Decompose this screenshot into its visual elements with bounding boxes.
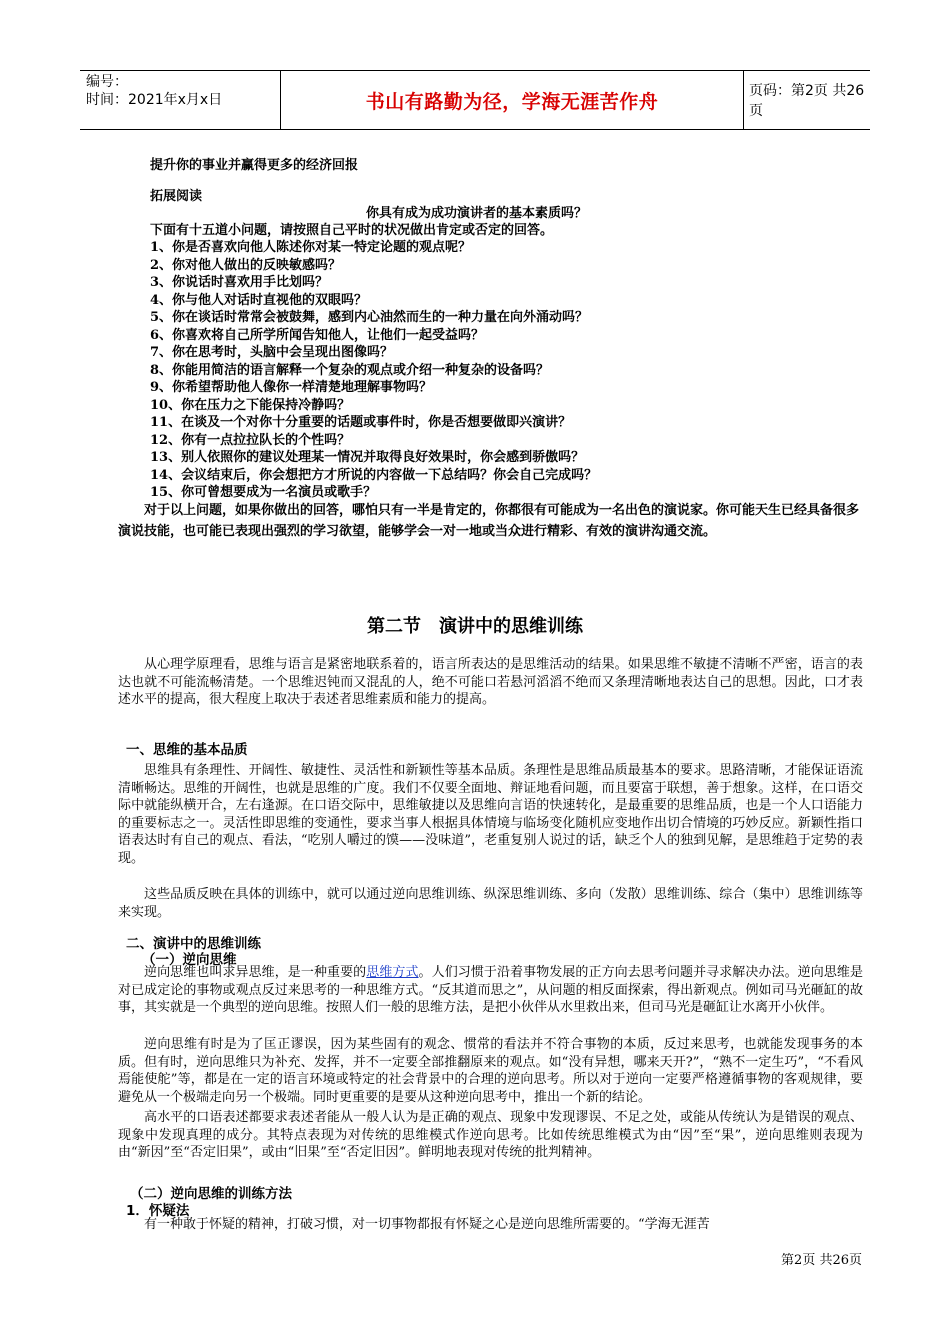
quiz-question: 5、你在谈话时常常会被鼓舞，感到内心油然而生的一种力量在向外涌动吗？	[150, 310, 589, 325]
quiz-question: 15、你可曾想要成为一名演员或歌手？	[150, 485, 377, 500]
extended-reading-heading: 拓展阅读	[150, 189, 203, 204]
number-label: 编号：	[86, 74, 128, 90]
page-footer: 第2页 共26页	[781, 1253, 862, 1268]
time-label: 时间：2021年x月x日	[86, 92, 223, 108]
paragraph: 这些品质反映在具体的训练中，就可以通过逆向思维训练、纵深思维训练、多向（发散）思维训练、综合（集中）思维训练等来实现。	[118, 887, 863, 920]
quiz-question: 9、你希望帮助他人像你一样清楚地理解事物吗？	[150, 380, 433, 395]
quiz-conclusion: 对于以上问题，如果你做出的回答，哪怕只有一半是肯定的，你都很有可能成为一名出色的演说家。你可能天生已经具备很多演说技能，也可能已表现出强烈的学习欲望，能够学会一对一地或当众进行精彩、有效的演讲沟通交流。	[118, 503, 860, 539]
quiz-question: 1、你是否喜欢向他人陈述你对某一特定论题的观点呢？	[150, 240, 472, 255]
heading-basic-qualities: 一、思维的基本品质	[126, 742, 248, 758]
quiz-question: 12、你有一点拉拉队长的个性吗？	[150, 433, 351, 448]
quiz-question: 7、你在思考时，头脑中会呈现出图像吗？	[150, 345, 394, 360]
quiz-title: 你具有成为成功演讲者的基本素质吗？	[366, 206, 588, 221]
quiz-question: 2、你对他人做出的反映敏感吗？	[150, 258, 342, 273]
header-page-label: 页码：第2页 共26页	[749, 83, 865, 119]
quiz-question: 6、你喜欢将自己所学所闻告知他人，让他们一起受益吗？	[150, 328, 485, 343]
paragraph: 思维具有条理性、开阔性、敏捷性、灵活性和新颖性等基本品质。条理性是思维品质最基本的要求。思路清晰，才能保证语流清晰畅达。思维的开阔性，也就是思维的广度。我们不仅要全面地、辩证地看问题，而且要富于联想，善于想象。这样，在口语交际中就能纵横开合，左右逢源。在口语交际中，思维敏捷以及思维向言语的快速转化，是最重要的思维品质，也是一个人口语能力的重要标志之一。灵活性即思维的变通性，要求当事人根据具体情境与临场变化随机应变地作出切合情境的巧妙反应。新颖性指口语表达时有自己的观点、看法，“吃别人嚼过的馍——没味道”，老重复别人说过的话，缺乏个人的独到见解，是思维趋于定势的表现。	[118, 763, 863, 866]
paragraph: 从心理学原理看，思维与语言是紧密地联系着的，语言所表达的是思维活动的结果。如果思维不敏捷不清晰不严密，语言的表达也就不可能流畅清楚。一个思维迟钝而又混乱的人，绝不可能口若悬河滔滔不绝而又条理清晰地表达自己的思想。因此，口才表述水平的提高，很大程度上取决于表述者思维素质和能力的提高。	[118, 657, 863, 707]
quiz-question: 3、你说话时喜欢用手比划吗？	[150, 275, 329, 290]
intro-line: 提升你的事业并赢得更多的经济回报	[150, 158, 359, 173]
quiz-question: 13、别人依照你的建议处理某一情况并取得良好效果时，你会感到骄傲吗？	[150, 450, 585, 465]
paragraph-text: 逆向思维也叫求异思维，是一种重要的	[144, 965, 367, 980]
quiz-instruction: 下面有十五道小问题，请按照自己平时的状况做出肯定或否定的回答。	[150, 223, 554, 238]
paragraph	[118, 964, 863, 1017]
header-meta	[80, 71, 280, 129]
subheading-training-methods: （二）逆向思维的训练方法	[130, 1186, 292, 1202]
quiz-question: 14、会议结束后，你会想把方才所说的内容做一下总结吗？你会自己完成吗？	[150, 468, 598, 483]
subheading-doubt-method: 1．怀疑法	[126, 1203, 190, 1219]
thinking-method-link[interactable]: 思维方式	[366, 965, 419, 980]
subheading-reverse-thinking: （一）逆向思维	[142, 952, 237, 968]
paragraph: 逆向思维有时是为了匡正谬误，因为某些固有的观念、惯常的看法并不符合事物的本质，反过来思考，也就能发现事务的本质。但有时，逆向思维只为补充、发挥，并不一定要全部推翻原来的观点。如“没有异想，哪来天开?”，“熟不一定生巧”，“不看风焉能使舵”等，都是在一定的语言环境或特定的社会背景中的合理的逆向思考。所以对于逆向一定要严格遵循事物的客观规律，要避免从一个极端走向另一个极端。同时更重要的是要从这种逆向思考中，推出一个新的结论。	[118, 1037, 863, 1105]
page-header	[80, 70, 870, 130]
heading-thinking-training: 二、演讲中的思维训练	[126, 936, 261, 952]
header-motto: 书山有路勤为径，学海无涯苦作舟	[280, 71, 744, 129]
paragraph-text: 。人们习惯于沿着事物发展的正方向去思考问题并寻求解决办法。逆向思维是对已成定论的事物或观点反过来思考的一种思维方式。“反其道而思之”，从问题的相反面探索，得出新观点。例如司马光砸缸的故事，其实就是一个典型的逆向思维。按照人们一般的思维方法，是把小伙伴从水里救出来，但司马光是砸缸让水离开小伙伴。	[118, 965, 863, 1015]
paragraph: 有一种敢于怀疑的精神，打破习惯，对一切事物都报有怀疑之心是逆向思维所需要的。“学海无涯苦	[144, 1217, 710, 1232]
quiz-question: 10、你在压力之下能保持冷静吗？	[150, 398, 351, 413]
paragraph: 高水平的口语表述都要求表述者能从一般人认为是正确的观点、现象中发现谬误、不足之处，或能从传统认为是错误的观点、现象中发现真理的成分。其特点表现为对传统的思维模式作逆向思考。比如传统思维模式为由“因”至“果”，逆向思维则表现为由“新因”至“否定旧果”，或由“旧果”至“否定旧因”。鲜明地表现对传统的批判精神。	[118, 1110, 863, 1160]
quiz-question: 4、你与他人对话时直视他的双眼吗？	[150, 293, 368, 308]
quiz-question: 8、你能用简洁的语言解释一个复杂的观点或介绍一种复杂的设备吗？	[150, 363, 550, 378]
section-title: 第二节 演讲中的思维训练	[367, 616, 583, 637]
quiz-question: 11、在谈及一个对你十分重要的话题或事件时，你是否想要做即兴演讲？	[150, 415, 572, 430]
